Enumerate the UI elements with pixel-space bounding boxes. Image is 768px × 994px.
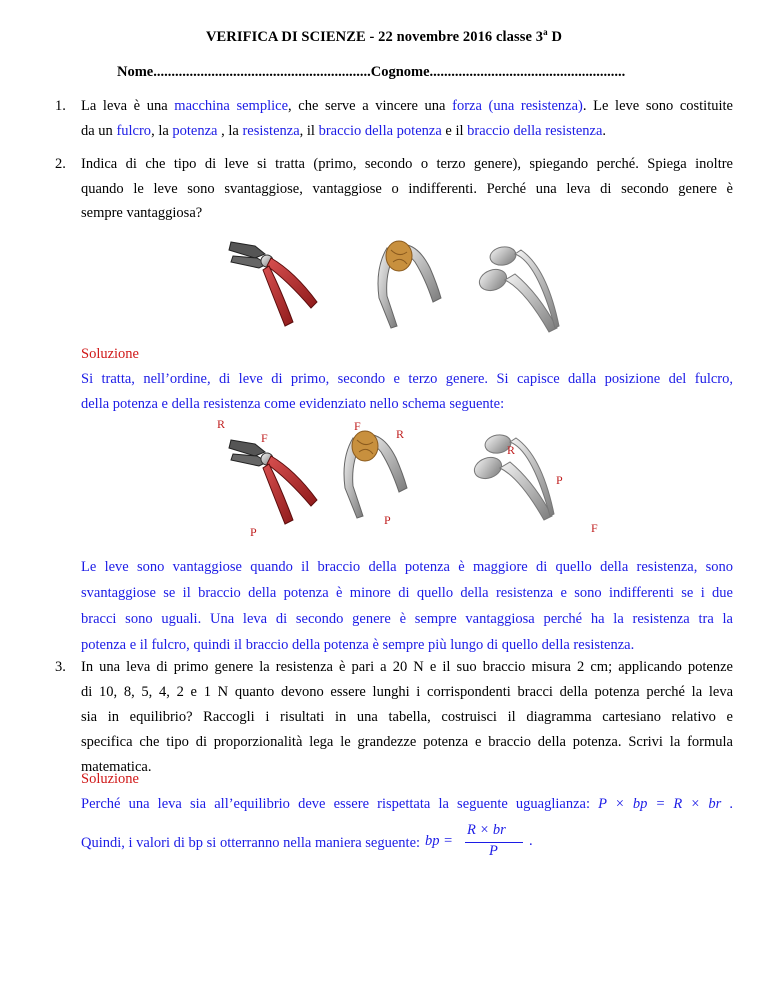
question-1-line [81,94,733,119]
question-3-text [81,655,733,780]
label-f-tongs: F [591,521,598,535]
solution-heading-2: Soluzione [81,346,139,362]
text-segment: . [602,122,607,139]
label-p-pliers: P [250,525,257,538]
question-3-number: 3. [55,659,66,675]
answer-line: Le leve sono vantaggiose quando il braccio della potenza è maggiore di quello della resistenza, sono [81,559,733,575]
term-braccio-potenza: braccio della potenza [318,122,442,139]
tongs-image [476,245,559,332]
question-2-line: Indica di che tipo di leve si tratta (primo, secondo o terzo genere), spiegando perché. Spiega inoltre [81,156,733,172]
label-r-tongs: R [507,443,516,457]
equilibrium-equation [81,792,733,817]
term-forza: forza (una resistenza) [452,98,583,114]
title-superscript: a [543,27,548,37]
bp-numerator: R × br [467,822,506,838]
solution-2-answer [81,554,733,658]
question-3-line: In una leva di primo genere la resistenza è pari a 20 N e il suo braccio misura 2 cm; applicando potenze [81,659,733,675]
label-p-nutcracker: P [384,513,391,527]
title-text: VERIFICA DI SCIENZE - 22 novembre 2016 classe 3 [205,28,544,45]
label-r-pliers: R [217,417,226,431]
text-segment: . Le leve sono costituite [582,98,733,114]
label-r-nutcracker: R [396,427,405,441]
equation-text: Perché una leva sia all’equilibrio deve essere rispettata la seguente uguaglianza: [81,796,599,812]
bp-formula-line [81,831,420,856]
solution-line: della potenza e della resistenza come evidenziato nello schema seguente: [81,395,505,412]
question-3-line: matematica. [81,759,152,775]
solution-line: Si tratta, nell’ordine, di leve di primo, secondo e terzo genere. Si capisce dalla posizione del fulcro, [81,371,733,387]
solution-2-intro [81,367,733,416]
title-suffix: D [547,28,563,45]
pliers-schema [229,440,317,524]
question-3-line: di 10, 8, 5, 4, 2 e 1 N quanto devono essere lunghi i corrispondenti bracci della potenza perché la leva [81,684,733,700]
text-segment: La leva è una [81,98,175,114]
question-3-line: specifica che tipo di proporzionalità lega le grandezze potenza e braccio della potenza. Scrivi la formula [81,734,733,750]
term-fulcro: fulcro [116,122,152,139]
term-macchina-semplice: macchina semplice [174,98,289,114]
question-1-line [81,119,733,144]
solution-heading-3: Soluzione [81,771,139,787]
text-segment: da un [81,122,117,139]
levers-schema-figure [208,414,608,538]
label-f-nutcracker: F [354,419,361,433]
answer-line: svantaggiose se il braccio della potenza è minore di quello della resistenza e sono indifferenti se i due [81,585,733,601]
text-segment: , il [299,122,319,139]
question-3-line: sia in equilibrio? Raccogli i risultati in una tabella, costruisci il diagramma cartesiano relativo e [81,709,733,725]
equation-formula: P × bp = R × br [598,796,722,812]
bp-denominator: P [489,843,498,859]
text-segment: , la [217,122,243,139]
question-2-text [81,152,733,226]
question-2-line: quando le leve sono svantaggiose, vantaggiose o indifferenti. Perché una leva di secondo genere è [81,180,733,197]
nutcracker-schema [344,431,407,518]
text-segment: , la [151,122,173,139]
equation-line [81,792,733,817]
answer-line: potenza e il fulcro, quindi il braccio della potenza è sempre più lungo di quello della resistenza. [81,637,635,653]
bp-end: . [529,833,533,849]
text-segment: , che serve a vincere una [288,98,453,114]
label-p-tongs: P [556,473,563,487]
equation-end: . [721,796,734,812]
label-f-pliers: F [261,431,268,445]
term-resistenza: resistenza [242,122,300,139]
question-2-line: sempre vantaggiosa? [81,205,203,221]
text-segment: e il [441,122,468,139]
name-surname-line: Nome............................................................Cognome...................................................... [117,64,626,80]
answer-line: bracci sono uguali. Una leva di secondo genere è sempre vantaggiosa perché ha la resistenza tra la [81,611,733,627]
bp-text: Quindi, i valori di bp si otterranno nella maniera seguente: [81,835,421,851]
question-1-text [81,94,733,143]
question-2-number: 2. [55,156,66,172]
bp-lhs: bp = [425,833,453,849]
nutcracker-image [378,241,441,328]
term-potenza: potenza [172,122,218,139]
question-1-number: 1. [55,98,66,114]
page-title [0,27,768,46]
levers-figure [225,228,560,336]
term-braccio-resistenza: braccio della resistenza [467,122,603,139]
pliers-image [229,242,317,326]
